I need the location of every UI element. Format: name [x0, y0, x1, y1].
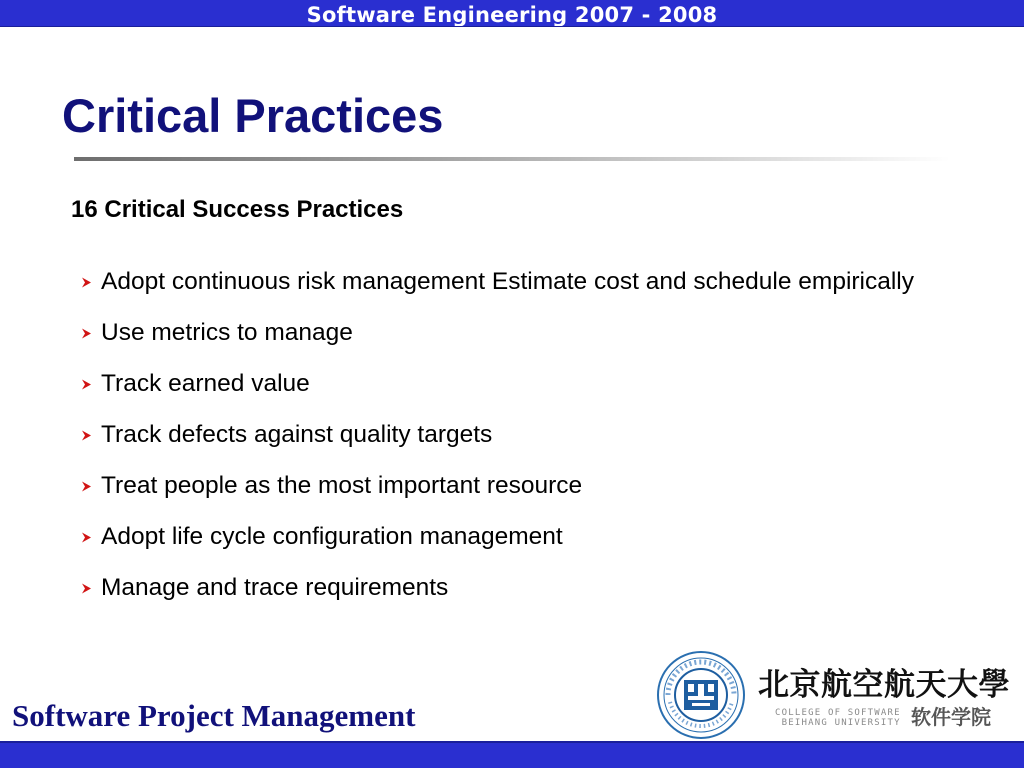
- practice-item: [79, 562, 959, 613]
- arrow-right-icon: [81, 532, 92, 543]
- practice-item: [79, 307, 959, 358]
- practice-text: Adopt life cycle configuration management: [101, 523, 563, 550]
- practice-text: Treat people as the most important resource: [101, 472, 583, 499]
- practice-text: Track earned value: [101, 370, 310, 397]
- practice-text: Manage and trace requirements: [101, 574, 449, 601]
- practice-item: [79, 511, 959, 562]
- practice-item: [79, 358, 959, 409]
- arrow-right-icon: [81, 379, 92, 390]
- college-chinese-name: 软件学院: [911, 705, 991, 729]
- university-seal-logo: [656, 650, 746, 740]
- title-divider: [74, 157, 950, 161]
- arrow-right-icon: [81, 328, 92, 339]
- course-title: Software Engineering 2007 - 2008: [306, 3, 718, 27]
- practice-list: [79, 256, 959, 613]
- practice-text: Track defects against quality targets: [101, 421, 493, 448]
- footer-course-name: Software Project Management: [12, 698, 416, 733]
- top-banner: [0, 0, 1024, 27]
- slide-title: Critical Practices: [62, 89, 444, 142]
- arrow-right-icon: [81, 583, 92, 594]
- practice-text: Use metrics to manage: [101, 319, 353, 346]
- practice-item: [79, 409, 959, 460]
- university-name-logotype: [758, 664, 1010, 702]
- practice-item: [79, 460, 959, 511]
- svg-text:北京航空航天大學: 北京航空航天大學: [758, 667, 1010, 702]
- college-english-line-2: BEIHANG UNIVERSITY: [781, 718, 901, 728]
- bottom-banner: [0, 741, 1024, 768]
- practice-text: Adopt continuous risk management Estimate cost and schedule empirically: [101, 268, 914, 295]
- arrow-right-icon: [81, 481, 92, 492]
- arrow-right-icon: [81, 430, 92, 441]
- college-english-name: [775, 708, 901, 728]
- college-english-line-1: COLLEGE OF SOFTWARE: [775, 708, 901, 718]
- arrow-right-icon: [81, 277, 92, 288]
- practice-item: [79, 256, 919, 307]
- slide-subheading: 16 Critical Success Practices: [71, 196, 404, 223]
